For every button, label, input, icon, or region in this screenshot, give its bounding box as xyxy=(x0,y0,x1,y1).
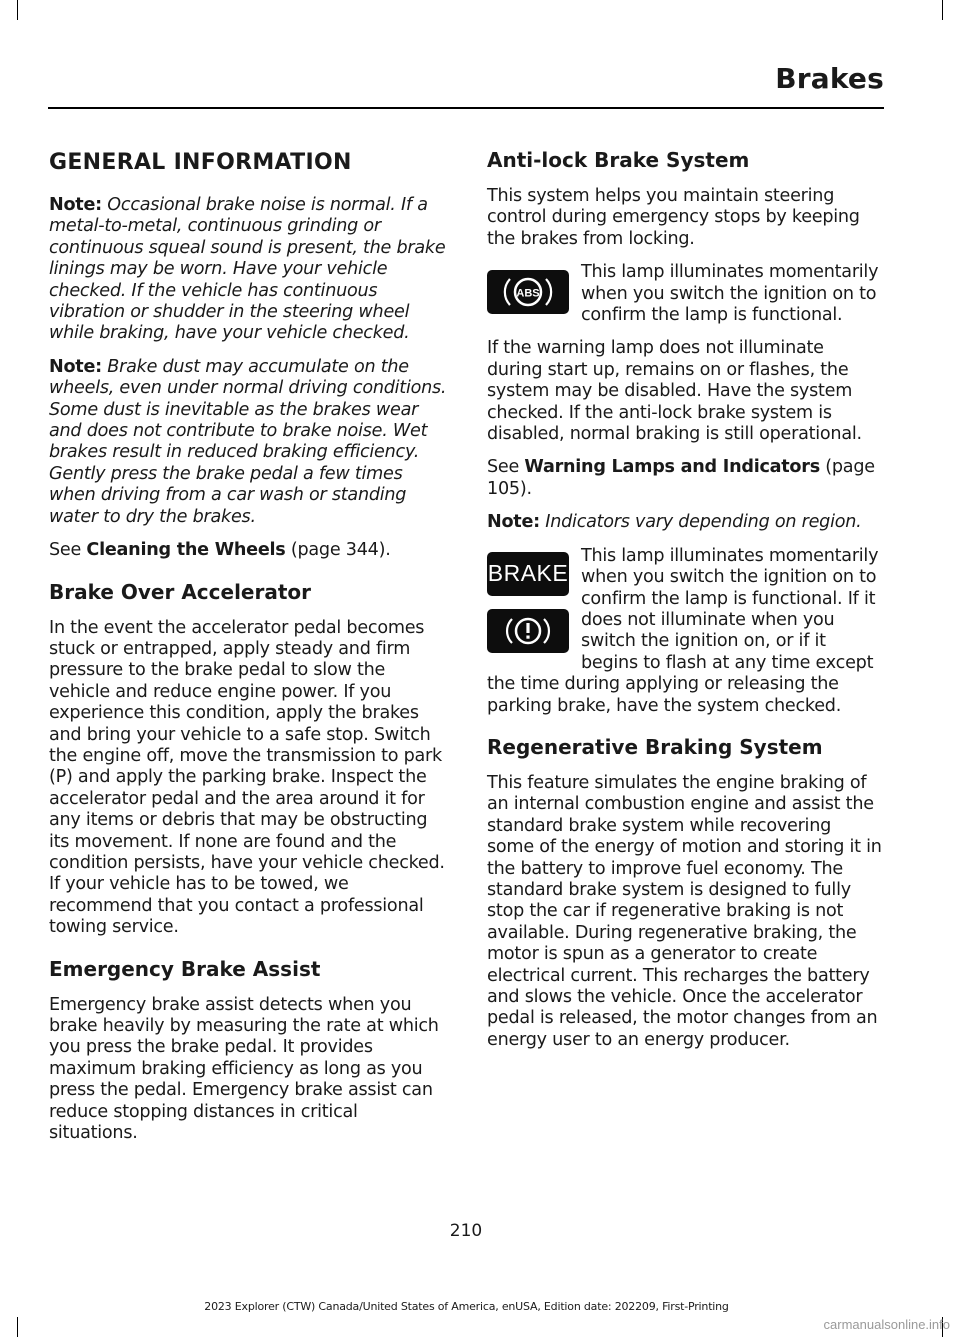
brake-text-lamp-icon: BRAKE xyxy=(487,552,569,596)
abs-icon-label: ABS xyxy=(516,287,540,300)
left-column xyxy=(49,140,451,1156)
section-heading-anti-lock-brake-system: Anti-lock Brake System xyxy=(487,148,750,172)
abs-warning-text: If the warning lamp does not illuminate during start up, remains on or flashes, the system may be disabled. Have the system checked. If the anti-lock brake system is disabled, normal braking is still operational. xyxy=(487,338,862,445)
footer-edition-info: 2023 Explorer (CTW) Canada/United States of America, enUSA, Edition date: 202209, First-Printing xyxy=(204,1300,729,1313)
note-brake-noise xyxy=(49,195,451,345)
cross-reference-link[interactable]: Cleaning the Wheels xyxy=(86,540,286,561)
crop-mark xyxy=(17,0,18,20)
note-label: Note: xyxy=(487,512,540,533)
brake-lamp-text: This lamp illuminates momentarily when you switch the ignition on to confirm the lamp is functional. If it does not illuminate when you switch the ignition on, or if it begins to flash at any time except the time during applying or releasing the parking brake, have the system checked. xyxy=(487,545,879,716)
brake-lamp-block xyxy=(487,546,883,717)
note-text: Occasional brake noise is normal. If a metal-to-metal, continuous grinding or continuous squeal sound is present, the brake linings may be worn. Have your vehicle checked. If the vehicle has continuous vibration or shudder in the steering wheel while braking, have your vehicle checked. xyxy=(49,195,446,344)
note-label: Note: xyxy=(49,195,102,215)
page-reference: (page 105). xyxy=(487,457,875,499)
watermark: carmanualsonline.info xyxy=(823,1317,950,1332)
header-divider xyxy=(48,107,884,109)
note-brake-dust xyxy=(49,357,451,528)
see-prefix: See xyxy=(49,540,87,561)
abs-lamp-block xyxy=(487,262,883,326)
brake-warning-lamp-icon xyxy=(487,609,569,653)
abs-warning-lamp-icon xyxy=(487,270,569,314)
section-heading-brake-over-accelerator: Brake Over Accelerator xyxy=(49,579,312,604)
see-reference-warning-lamps xyxy=(487,457,883,500)
abs-intro-text: This system helps you maintain steering control during emergency stops by keeping the brakes from locking. xyxy=(487,186,860,249)
section-heading-regenerative-braking: Regenerative Braking System xyxy=(487,734,823,759)
see-prefix: See xyxy=(487,457,525,478)
brake-lamp-icons xyxy=(487,552,569,666)
note-label: Note: xyxy=(49,356,102,377)
crop-mark xyxy=(942,0,943,20)
note-text: Indicators vary depending on region. xyxy=(539,512,862,533)
cross-reference-link[interactable]: Warning Lamps and Indicators xyxy=(524,457,820,478)
page-reference: (page 344). xyxy=(285,540,391,561)
section-heading-emergency-brake-assist: Emergency Brake Assist xyxy=(49,956,321,981)
crop-mark xyxy=(17,1317,18,1337)
page-title: Brakes xyxy=(775,62,884,95)
emergency-brake-assist-text: Emergency brake assist detects when you brake heavily by measuring the rate at which you press the brake pedal. It provides maximum braking efficiency as long as you press the pedal. Emergency brake assist can reduce stopping distances in critical situations. xyxy=(49,994,439,1144)
section-heading-general-information: GENERAL INFORMATION xyxy=(49,150,352,175)
see-reference-cleaning-wheels xyxy=(49,540,451,561)
note-text: Brake dust may accumulate on the wheels, even under normal driving conditions. Some dust is inevitable as the brakes wear and does not contribute to brake noise. Wet brakes result in reduced braking efficiency. Gently press the brake pedal a few times when driving from a car wash or standing water to dry the brakes. xyxy=(49,356,447,527)
note-indicators-vary xyxy=(487,512,883,533)
regenerative-braking-text: This feature simulates the engine braking of an internal combustion engine and assist the standard brake system while recovering some of the energy of motion and storing it in the battery to improve fuel economy. The standard brake system is designed to fully stop the car if regenerative braking is not available. During regenerative braking, the motor is spun as a generator to create electrical current. This recharges the battery and slows the vehicle. Once the accelerator pedal is released, the motor changes from an energy user to an energy producer. xyxy=(487,772,882,1050)
right-column xyxy=(487,140,883,1063)
page-number: 210 xyxy=(449,1221,483,1241)
brake-over-accelerator-text: In the event the accelerator pedal becomes stuck or entrapped, apply steady and firm pressure to the brake pedal to slow the vehicle and reduce engine power. If you experience this condition, apply the brakes and bring your vehicle to a safe stop. Switch the engine off, move the transmission to park (P) and apply the parking brake. Inspect the accelerator pedal and the area around it for any items or debris that may be obstructing its movement. If none are found and the condition persists, have your vehicle checked. If your vehicle has to be towed, we recommend that you contact a professional towing service. xyxy=(49,617,445,938)
abs-lamp-text: This lamp illuminates momentarily when you switch the ignition on to confirm the lamp is functional. xyxy=(581,262,879,326)
